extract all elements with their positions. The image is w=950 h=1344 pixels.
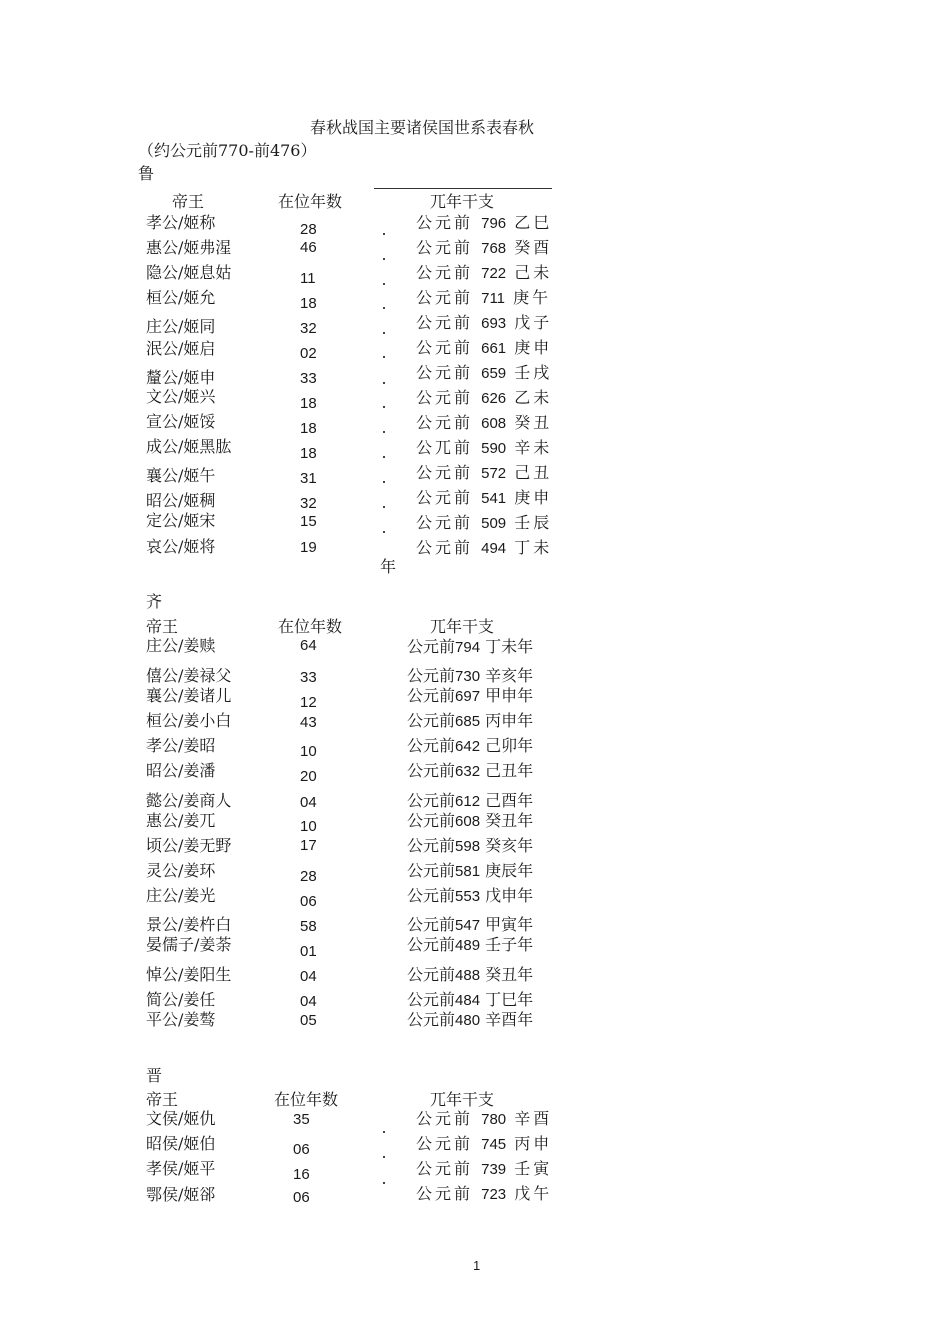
bce-year: 780 [481, 1111, 507, 1128]
column-header-start: 兀年干支 [430, 617, 495, 636]
scan-mark [383, 481, 385, 483]
era-prefix: 公元前 [416, 1109, 474, 1128]
ruler-name: 灵公/姜环 [146, 861, 216, 880]
start-year-cell [416, 213, 552, 234]
reign-years: 28 [300, 221, 317, 238]
reign-years: 28 [300, 868, 317, 885]
scan-mark [383, 531, 385, 533]
ruler-name: 昭公/姬稠 [146, 491, 216, 510]
column-header-ruler: 帝王 [146, 617, 179, 636]
bce-year: 794 [455, 639, 481, 656]
ruler-name: 庄公/姬同 [146, 317, 216, 336]
section-title: 齐 [146, 592, 163, 611]
column-header-start: 兀年干支 [430, 1090, 495, 1109]
column-header-ruler: 帝王 [146, 1090, 179, 1109]
ganzhi: 己酉年 [485, 791, 534, 810]
ruler-name: 僖公/姜禄父 [146, 666, 232, 685]
document-title: 春秋战国主要诸侯国世系表春秋 [310, 118, 535, 137]
reign-years: 64 [300, 637, 317, 654]
era-prefix: 公元前 [407, 791, 456, 810]
ganzhi: 丙申年 [485, 711, 534, 730]
reign-years: 06 [293, 1189, 310, 1206]
ganzhi: 己未 [514, 263, 553, 282]
column-header-years: 在位年数 [274, 1090, 339, 1109]
start-year-cell [407, 965, 533, 986]
era-prefix: 公元前 [416, 213, 474, 232]
reign-years: 18 [300, 445, 317, 462]
ganzhi: 丁未年 [485, 637, 534, 656]
bce-year: 494 [481, 540, 507, 557]
bce-year: 608 [455, 813, 481, 830]
ruler-name: 襄公/姜诸儿 [146, 686, 232, 705]
ruler-name: 顷公/姜无野 [146, 836, 232, 855]
ganzhi: 辛酉年 [485, 1010, 534, 1029]
ganzhi: 己丑 [514, 463, 553, 482]
scan-mark [383, 356, 385, 358]
ganzhi: 庚申 [514, 338, 553, 357]
reign-years: 19 [300, 539, 317, 556]
start-year-cell [407, 990, 533, 1011]
era-prefix: 公元前 [407, 861, 456, 880]
reign-years: 04 [300, 794, 317, 811]
era-prefix: 公元前 [416, 488, 474, 507]
era-prefix: 公元前 [416, 388, 474, 407]
ganzhi: 癸丑 [514, 413, 553, 432]
ruler-name: 庄公/姜光 [146, 886, 216, 905]
start-year-cell [416, 513, 552, 534]
era-prefix: 公元前 [407, 711, 456, 730]
start-year-cell [407, 666, 533, 687]
column-header-years: 在位年数 [278, 192, 343, 211]
reign-years: 05 [300, 1012, 317, 1029]
ganzhi: 壬戌 [514, 363, 553, 382]
ruler-name: 釐公/姬申 [146, 368, 216, 387]
era-prefix: 公元前 [407, 811, 456, 830]
bce-year: 612 [455, 793, 481, 810]
start-year-cell [416, 1184, 552, 1205]
ruler-name: 惠公/姬弗湦 [146, 238, 232, 257]
era-prefix: 公元前 [416, 288, 474, 307]
ruler-name: 简公/姜任 [146, 990, 216, 1009]
scan-mark [383, 1131, 385, 1133]
scan-mark [383, 233, 385, 235]
bce-year: 541 [481, 490, 507, 507]
ganzhi: 己卯年 [485, 736, 534, 755]
bce-year: 553 [455, 888, 481, 905]
era-prefix: 公元前 [407, 836, 456, 855]
ruler-name: 鄂侯/姬郤 [146, 1185, 216, 1204]
ruler-name: 桓公/姬允 [146, 288, 216, 307]
bce-year: 484 [455, 992, 481, 1009]
ruler-name: 桓公/姜小白 [146, 711, 232, 730]
ruler-name: 文公/姬兴 [146, 387, 216, 406]
era-prefix: 公元前 [407, 637, 456, 656]
era-prefix: 公元前 [407, 886, 456, 905]
bce-year: 547 [455, 917, 481, 934]
reign-years: 02 [300, 345, 317, 362]
start-year-cell [416, 1159, 552, 1180]
era-prefix: 公元前 [407, 990, 456, 1009]
section-title: 鲁 [138, 164, 155, 183]
era-prefix: 公元前 [407, 935, 456, 954]
era-prefix: 公元前 [416, 1184, 474, 1203]
start-year-cell [407, 811, 533, 832]
reign-years: 12 [300, 694, 317, 711]
start-year-cell [407, 1010, 533, 1031]
start-year-cell [407, 861, 533, 882]
ruler-name: 惠公/姜兀 [146, 811, 216, 830]
scan-mark [383, 382, 385, 384]
ruler-name: 孝公/姜昭 [146, 736, 216, 755]
start-year-cell [407, 791, 533, 812]
era-prefix: 公元前 [416, 513, 474, 532]
start-year-cell [416, 263, 552, 284]
ganzhi: 辛亥年 [485, 666, 534, 685]
reign-years: 20 [300, 768, 317, 785]
start-year-cell [416, 238, 552, 259]
ruler-name: 庄公/姜赎 [146, 636, 216, 655]
reign-years: 43 [300, 714, 317, 731]
bce-year: 626 [481, 390, 507, 407]
section-title: 晋 [146, 1066, 163, 1085]
ganzhi: 甲申年 [485, 686, 534, 705]
bce-year: 723 [481, 1186, 507, 1203]
ruler-name: 平公/姜骜 [146, 1010, 216, 1029]
reign-years: 06 [293, 1141, 310, 1158]
era-prefix: 公兀前 [416, 438, 474, 457]
start-year-cell [416, 538, 552, 559]
reign-years: 32 [300, 495, 317, 512]
era-prefix: 公元前 [407, 666, 456, 685]
era-prefix: 公元前 [407, 686, 456, 705]
reign-years: 11 [300, 270, 316, 287]
ganzhi: 壬子年 [485, 935, 534, 954]
reign-years: 33 [300, 370, 317, 387]
reign-years: 46 [300, 239, 317, 256]
era-prefix: 公元前 [416, 238, 474, 257]
start-year-cell [416, 288, 551, 309]
bce-year: 632 [455, 763, 481, 780]
column-header-start: 兀年干支 [430, 192, 495, 211]
ganzhi: 戊申年 [485, 886, 534, 905]
bce-year: 739 [481, 1161, 507, 1178]
bce-year: 572 [481, 465, 507, 482]
ganzhi: 癸丑年 [485, 811, 534, 830]
trailing-fragment: 年 [380, 557, 397, 576]
ruler-name: 懿公/姜商人 [146, 791, 232, 810]
ruler-name: 成公/姬黑肱 [146, 437, 232, 456]
page-number: 1 [473, 1258, 481, 1273]
reign-years: 33 [300, 669, 317, 686]
era-prefix: 公元前 [407, 736, 456, 755]
start-year-cell [407, 736, 533, 757]
header-rule [374, 188, 552, 189]
ganzhi: 甲寅年 [485, 915, 534, 934]
ganzhi: 乙巳 [514, 213, 553, 232]
scan-mark [383, 1156, 385, 1158]
reign-years: 16 [293, 1166, 310, 1183]
scan-mark [383, 307, 385, 309]
bce-year: 796 [481, 215, 507, 232]
start-year-cell [416, 488, 552, 509]
era-prefix: 公元前 [416, 463, 474, 482]
reign-years: 10 [300, 818, 317, 835]
ruler-name: 隐公/姬息姑 [146, 263, 232, 282]
bce-year: 685 [455, 713, 481, 730]
reign-years: 01 [300, 943, 317, 960]
bce-year: 722 [481, 265, 507, 282]
era-prefix: 公元前 [416, 313, 474, 332]
bce-year: 598 [455, 838, 481, 855]
bce-year: 608 [481, 415, 507, 432]
ruler-name: 晏儒子/姜荼 [146, 935, 232, 954]
bce-year: 768 [481, 240, 507, 257]
era-prefix: 公元前 [416, 363, 474, 382]
period-note: （约公元前770-前476） [138, 141, 317, 160]
scan-mark [383, 332, 385, 334]
ruler-name: 宣公/姬馁 [146, 412, 216, 431]
bce-year: 590 [481, 440, 507, 457]
start-year-cell [416, 413, 552, 434]
reign-years: 10 [300, 743, 317, 760]
ruler-name: 悼公/姜阳生 [146, 965, 232, 984]
ganzhi: 己丑年 [485, 761, 534, 780]
ganzhi: 癸丑年 [485, 965, 534, 984]
bce-year: 661 [481, 340, 507, 357]
bce-year: 509 [481, 515, 507, 532]
ruler-name: 昭侯/姬伯 [146, 1134, 216, 1153]
bce-year: 711 [481, 290, 506, 307]
ganzhi: 庚午 [513, 288, 552, 307]
ganzhi: 壬寅 [514, 1159, 553, 1178]
ruler-name: 襄公/姬午 [146, 466, 216, 485]
start-year-cell [416, 313, 552, 334]
scan-mark [383, 456, 385, 458]
ganzhi: 癸亥年 [485, 836, 534, 855]
start-year-cell [416, 338, 552, 359]
ganzhi: 丁未 [514, 538, 553, 557]
era-prefix: 公元前 [416, 338, 474, 357]
ruler-name: 哀公/姬将 [146, 537, 216, 556]
reign-years: 04 [300, 993, 317, 1010]
era-prefix: 公元前 [416, 1134, 474, 1153]
column-header-years: 在位年数 [278, 617, 343, 636]
bce-year: 581 [455, 863, 481, 880]
scan-mark [383, 283, 385, 285]
ganzhi: 辛未 [514, 438, 553, 457]
bce-year: 642 [455, 738, 481, 755]
start-year-cell [407, 711, 533, 732]
ganzhi: 丙申 [514, 1134, 553, 1153]
reign-years: 32 [300, 320, 317, 337]
era-prefix: 公元前 [416, 263, 474, 282]
ganzhi: 壬辰 [514, 513, 553, 532]
ruler-name: 景公/姜杵白 [146, 915, 232, 934]
ruler-name: 泯公/姬启 [146, 339, 216, 358]
era-prefix: 公元前 [407, 915, 456, 934]
ganzhi: 乙未 [514, 388, 553, 407]
scan-mark [383, 431, 385, 433]
reign-years: 31 [300, 470, 317, 487]
start-year-cell [407, 915, 533, 936]
ganzhi: 庚辰年 [485, 861, 534, 880]
bce-year: 745 [481, 1136, 507, 1153]
era-prefix: 公元前 [407, 1010, 456, 1029]
reign-years: 04 [300, 968, 317, 985]
reign-years: 15 [300, 513, 317, 530]
start-year-cell [416, 363, 552, 384]
ruler-name: 定公/姬宋 [146, 511, 216, 530]
bce-year: 693 [481, 315, 507, 332]
start-year-cell [407, 935, 533, 956]
ganzhi: 戊子 [514, 313, 553, 332]
ganzhi: 丁巳年 [485, 990, 534, 1009]
scan-mark [383, 258, 385, 260]
start-year-cell [416, 438, 552, 459]
start-year-cell [407, 886, 533, 907]
reign-years: 18 [300, 420, 317, 437]
start-year-cell [407, 761, 533, 782]
bce-year: 730 [455, 668, 481, 685]
column-header-ruler: 帝王 [172, 192, 205, 211]
start-year-cell [407, 836, 533, 857]
reign-years: 18 [300, 295, 317, 312]
bce-year: 488 [455, 967, 481, 984]
era-prefix: 公元前 [416, 1159, 474, 1178]
start-year-cell [416, 1134, 552, 1155]
bce-year: 480 [455, 1012, 481, 1029]
reign-years: 58 [300, 918, 317, 935]
start-year-cell [416, 388, 552, 409]
scan-mark [383, 506, 385, 508]
era-prefix: 公元前 [407, 761, 456, 780]
start-year-cell [407, 686, 533, 707]
reign-years: 18 [300, 395, 317, 412]
reign-years: 17 [300, 837, 317, 854]
bce-year: 697 [455, 688, 481, 705]
bce-year: 489 [455, 937, 481, 954]
start-year-cell [416, 463, 552, 484]
ruler-name: 孝公/姬称 [146, 213, 216, 232]
bce-year: 659 [481, 365, 507, 382]
ganzhi: 戊午 [514, 1184, 553, 1203]
reign-years: 35 [293, 1111, 310, 1128]
era-prefix: 公元前 [416, 538, 474, 557]
ganzhi: 辛酉 [514, 1109, 553, 1128]
reign-years: 06 [300, 893, 317, 910]
ruler-name: 孝侯/姬平 [146, 1159, 216, 1178]
scan-mark [383, 1182, 385, 1184]
scan-mark [383, 406, 385, 408]
era-prefix: 公元前 [407, 965, 456, 984]
start-year-cell [407, 637, 533, 658]
ruler-name: 文侯/姬仇 [146, 1109, 216, 1128]
ganzhi: 癸酉 [514, 238, 553, 257]
ganzhi: 庚申 [514, 488, 553, 507]
start-year-cell [416, 1109, 552, 1130]
ruler-name: 昭公/姜潘 [146, 761, 216, 780]
era-prefix: 公元前 [416, 413, 474, 432]
